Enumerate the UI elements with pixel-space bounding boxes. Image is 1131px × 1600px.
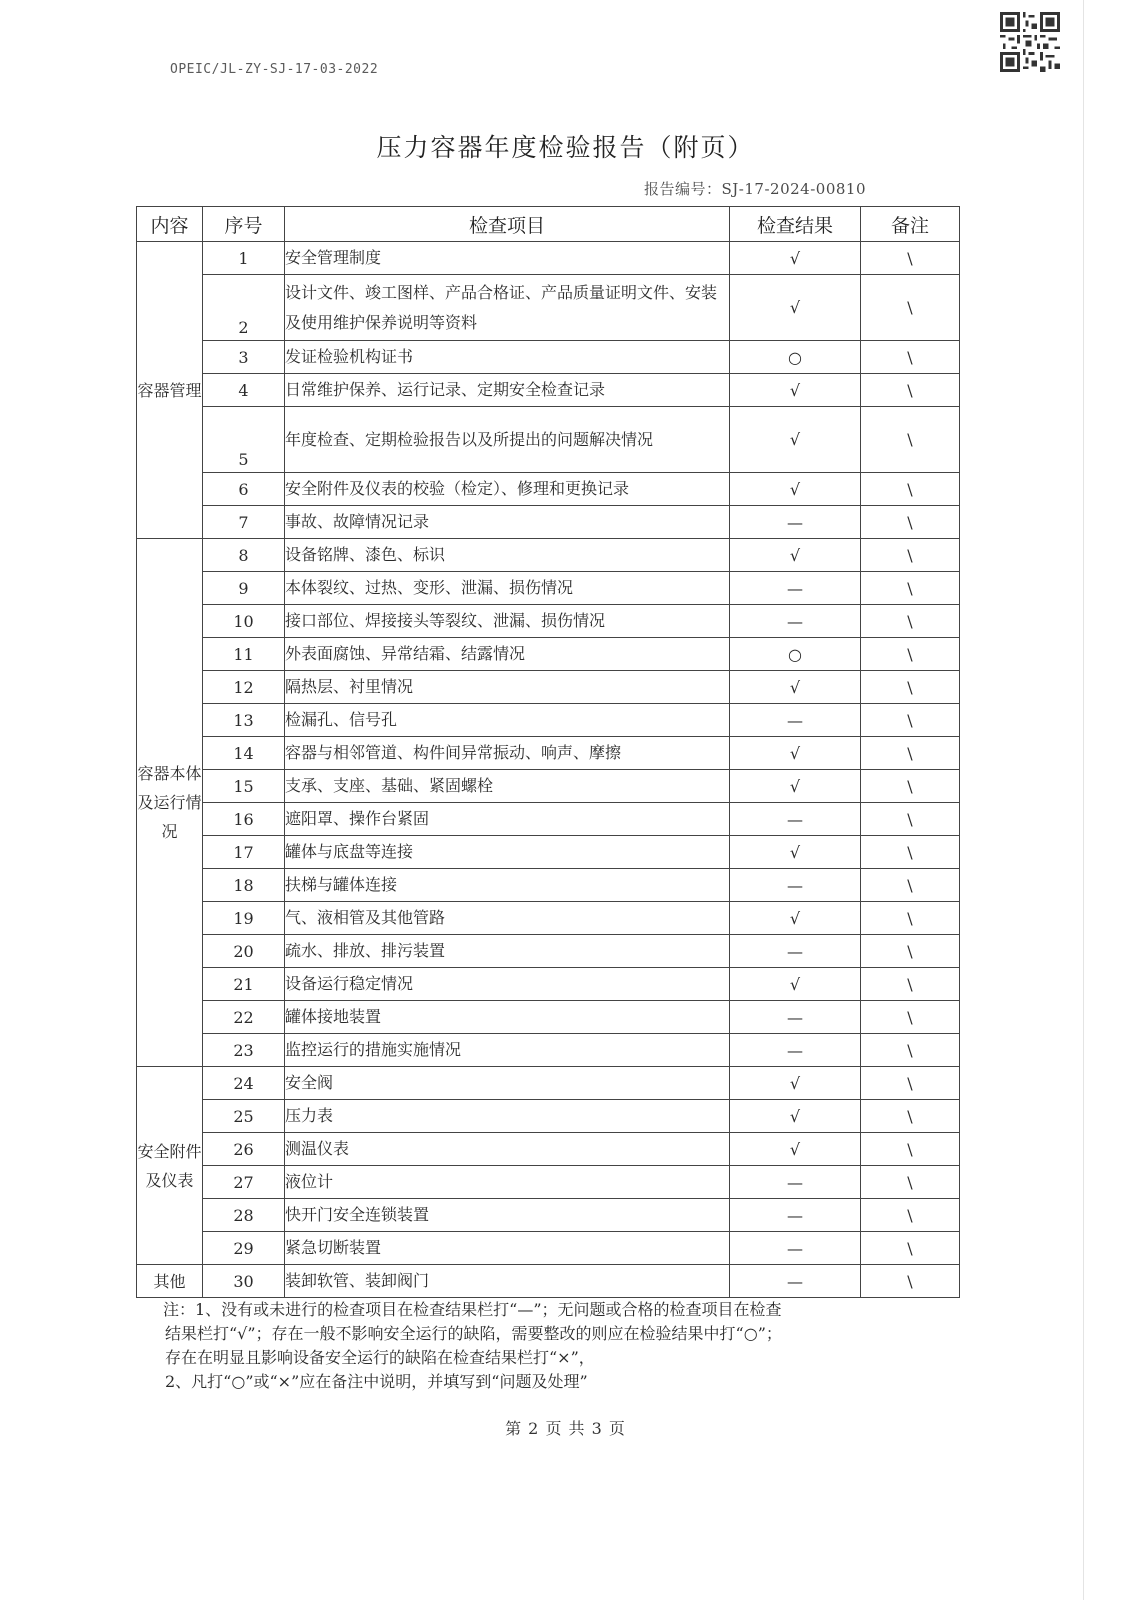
item-cell: 设备运行稳定情况: [285, 968, 730, 1001]
remark-cell: \: [861, 1133, 960, 1166]
table-row: [137, 869, 960, 902]
result-cell: √: [730, 737, 861, 770]
remark-cell: \: [861, 1067, 960, 1100]
row-number-cell: 29: [203, 1232, 285, 1265]
table-row: [137, 506, 960, 539]
row-number-cell: 23: [203, 1034, 285, 1067]
item-cell: 设备铭牌、漆色、标识: [285, 539, 730, 572]
table-row: [137, 968, 960, 1001]
column-header-result: 检查结果: [730, 207, 861, 242]
remark-cell: \: [861, 1199, 960, 1232]
remark-cell: \: [861, 869, 960, 902]
result-cell: —: [730, 1166, 861, 1199]
row-number-cell: 30: [203, 1265, 285, 1298]
table-row: [137, 341, 960, 374]
row-number-cell: 25: [203, 1100, 285, 1133]
remark-cell: \: [861, 605, 960, 638]
item-cell: 罐体与底盘等连接: [285, 836, 730, 869]
remark-cell: \: [861, 968, 960, 1001]
result-cell: √: [730, 242, 861, 275]
remark-cell: \: [861, 671, 960, 704]
item-cell: 设计文件、竣工图样、产品合格证、产品质量证明文件、安装及使用维护保养说明等资料: [285, 275, 730, 341]
item-cell: 气、液相管及其他管路: [285, 902, 730, 935]
result-cell: —: [730, 1265, 861, 1298]
remark-cell: \: [861, 506, 960, 539]
remark-cell: \: [861, 341, 960, 374]
item-cell: 容器与相邻管道、构件间异常振动、响声、摩擦: [285, 737, 730, 770]
remark-cell: \: [861, 473, 960, 506]
row-number-cell: 10: [203, 605, 285, 638]
table-row: [137, 539, 960, 572]
item-cell: 发证检验机构证书: [285, 341, 730, 374]
row-number-cell: 1: [203, 242, 285, 275]
row-number-cell: 12: [203, 671, 285, 704]
result-cell: √: [730, 902, 861, 935]
result-cell: √: [730, 671, 861, 704]
table-row: [137, 1001, 960, 1034]
item-cell: 接口部位、焊接接头等裂纹、泄漏、损伤情况: [285, 605, 730, 638]
remark-cell: \: [861, 836, 960, 869]
item-cell: 疏水、排放、排污装置: [285, 935, 730, 968]
remark-cell: \: [861, 572, 960, 605]
table-row: [137, 605, 960, 638]
remark-cell: \: [861, 1265, 960, 1298]
category-cell: 其他: [137, 1265, 203, 1298]
row-number-cell: 17: [203, 836, 285, 869]
remark-cell: \: [861, 902, 960, 935]
remark-cell: \: [861, 803, 960, 836]
row-number-cell: 6: [203, 473, 285, 506]
item-cell: 紧急切断装置: [285, 1232, 730, 1265]
item-cell: 遮阳罩、操作台紧固: [285, 803, 730, 836]
item-cell: 测温仪表: [285, 1133, 730, 1166]
result-cell: ○: [730, 638, 861, 671]
table-row: [137, 407, 960, 473]
report-title: 压力容器年度检验报告（附页）: [376, 133, 755, 162]
row-number-cell: 16: [203, 803, 285, 836]
table-row: [137, 836, 960, 869]
item-cell: 年度检查、定期检验报告以及所提出的问题解决情况: [285, 407, 730, 473]
item-cell: 监控运行的措施实施情况: [285, 1034, 730, 1067]
result-cell: √: [730, 1067, 861, 1100]
table-row: [137, 1067, 960, 1100]
page-number: 第 2 页 共 3 页: [505, 1419, 626, 1438]
column-header-category: 内容: [137, 207, 203, 242]
row-number-cell: 15: [203, 770, 285, 803]
remark-cell: \: [861, 1034, 960, 1067]
item-cell: 事故、故障情况记录: [285, 506, 730, 539]
report-number: 报告编号：SJ-17-2024-00810: [644, 180, 866, 198]
remark-cell: \: [861, 1100, 960, 1133]
category-cell: 容器本体及运行情况: [137, 539, 203, 1067]
result-cell: √: [730, 275, 861, 341]
remark-cell: \: [861, 1001, 960, 1034]
result-cell: √: [730, 770, 861, 803]
item-cell: 隔热层、衬里情况: [285, 671, 730, 704]
table-row: [137, 242, 960, 275]
document-code: OPEIC/JL-ZY-SJ-17-03-2022: [170, 62, 379, 77]
row-number-cell: 13: [203, 704, 285, 737]
row-number-cell: 27: [203, 1166, 285, 1199]
column-header-number: 序号: [203, 207, 285, 242]
remark-cell: \: [861, 275, 960, 341]
result-cell: —: [730, 803, 861, 836]
result-cell: ○: [730, 341, 861, 374]
table-row: [137, 1034, 960, 1067]
table-row: [137, 902, 960, 935]
row-number-cell: 20: [203, 935, 285, 968]
notes-block: [163, 1298, 953, 1394]
result-cell: —: [730, 605, 861, 638]
row-number-cell: 8: [203, 539, 285, 572]
remark-cell: \: [861, 935, 960, 968]
remark-cell: \: [861, 1232, 960, 1265]
item-cell: 扶梯与罐体连接: [285, 869, 730, 902]
item-cell: 安全阀: [285, 1067, 730, 1100]
item-cell: 日常维护保养、运行记录、定期安全检查记录: [285, 374, 730, 407]
table-row: [137, 770, 960, 803]
result-cell: —: [730, 704, 861, 737]
result-cell: —: [730, 1034, 861, 1067]
page-edge-line: [1083, 0, 1084, 1600]
table-row: [137, 803, 960, 836]
table-row: [137, 671, 960, 704]
row-number-cell: 21: [203, 968, 285, 1001]
table-body: [137, 242, 960, 1298]
table-row: [137, 935, 960, 968]
table-row: [137, 1166, 960, 1199]
result-cell: —: [730, 1001, 861, 1034]
item-cell: 安全附件及仪表的校验（检定）、修理和更换记录: [285, 473, 730, 506]
table-row: [137, 1100, 960, 1133]
row-number-cell: 11: [203, 638, 285, 671]
result-cell: √: [730, 374, 861, 407]
result-cell: √: [730, 407, 861, 473]
table-header-row: [137, 207, 960, 242]
result-cell: —: [730, 572, 861, 605]
result-cell: √: [730, 539, 861, 572]
row-number-cell: 7: [203, 506, 285, 539]
row-number-cell: 3: [203, 341, 285, 374]
row-number-cell: 9: [203, 572, 285, 605]
note-line: 注：1、没有或未进行的检查项目在检查结果栏打“—”；无问题或合格的检查项目在检查: [163, 1300, 782, 1319]
result-cell: √: [730, 836, 861, 869]
remark-cell: \: [861, 704, 960, 737]
table-row: [137, 572, 960, 605]
result-cell: √: [730, 968, 861, 1001]
result-cell: —: [730, 1199, 861, 1232]
note-line: 2、凡打“○”或“×”应在备注中说明，并填写到“问题及处理”: [165, 1372, 588, 1391]
remark-cell: \: [861, 539, 960, 572]
item-cell: 装卸软管、装卸阀门: [285, 1265, 730, 1298]
table-row: [137, 473, 960, 506]
item-cell: 支承、支座、基础、紧固螺栓: [285, 770, 730, 803]
table-row: [137, 1265, 960, 1298]
inspection-table: [136, 206, 960, 1298]
note-line: 结果栏打“√”；存在一般不影响安全运行的缺陷，需要整改的则应在检验结果中打“○”；: [165, 1324, 782, 1343]
item-cell: 液位计: [285, 1166, 730, 1199]
row-number-cell: 18: [203, 869, 285, 902]
remark-cell: \: [861, 1166, 960, 1199]
table-row: [137, 275, 960, 341]
result-cell: —: [730, 1232, 861, 1265]
result-cell: —: [730, 506, 861, 539]
remark-cell: \: [861, 407, 960, 473]
table-row: [137, 1199, 960, 1232]
result-cell: —: [730, 869, 861, 902]
table-row: [137, 1232, 960, 1265]
row-number-cell: 26: [203, 1133, 285, 1166]
row-number-cell: 14: [203, 737, 285, 770]
note-line: 存在在明显且影响设备安全运行的缺陷在检查结果栏打“×”，: [165, 1348, 595, 1367]
result-cell: √: [730, 473, 861, 506]
remark-cell: \: [861, 770, 960, 803]
remark-cell: \: [861, 374, 960, 407]
row-number-cell: 4: [203, 374, 285, 407]
item-cell: 快开门安全连锁装置: [285, 1199, 730, 1232]
item-cell: 外表面腐蚀、异常结霜、结露情况: [285, 638, 730, 671]
item-cell: 安全管理制度: [285, 242, 730, 275]
row-number-cell: 28: [203, 1199, 285, 1232]
table-row: [137, 704, 960, 737]
result-cell: √: [730, 1100, 861, 1133]
table-row: [137, 638, 960, 671]
result-cell: —: [730, 935, 861, 968]
table-row: [137, 1133, 960, 1166]
row-number-cell: 22: [203, 1001, 285, 1034]
table-row: [137, 374, 960, 407]
column-header-item: 检查项目: [285, 207, 730, 242]
row-number-cell: 19: [203, 902, 285, 935]
item-cell: 压力表: [285, 1100, 730, 1133]
item-cell: 检漏孔、信号孔: [285, 704, 730, 737]
remark-cell: \: [861, 242, 960, 275]
row-number-cell: 24: [203, 1067, 285, 1100]
row-number-cell: 2: [203, 275, 285, 341]
result-cell: √: [730, 1133, 861, 1166]
category-cell: 容器管理: [137, 242, 203, 539]
item-cell: 罐体接地装置: [285, 1001, 730, 1034]
remark-cell: \: [861, 638, 960, 671]
table-row: [137, 737, 960, 770]
row-number-cell: 5: [203, 407, 285, 473]
remark-cell: \: [861, 737, 960, 770]
qr-code-icon: [1000, 12, 1060, 72]
column-header-remark: 备注: [861, 207, 960, 242]
category-cell: 安全附件及仪表: [137, 1067, 203, 1265]
item-cell: 本体裂纹、过热、变形、泄漏、损伤情况: [285, 572, 730, 605]
